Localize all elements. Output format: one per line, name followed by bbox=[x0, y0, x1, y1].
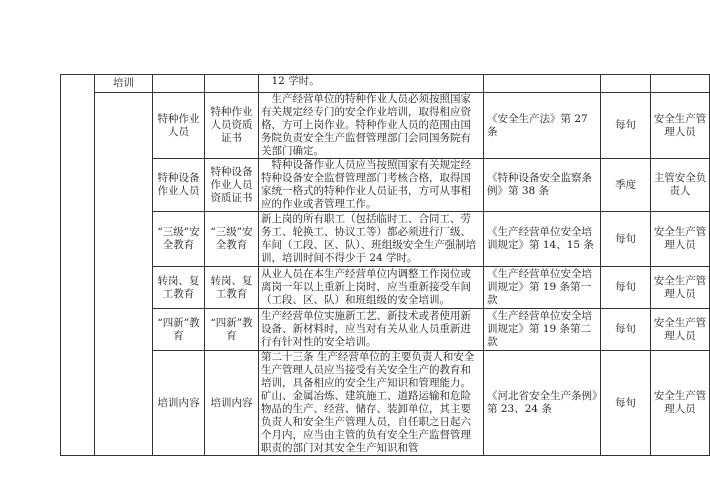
outer-blank-cell bbox=[61, 75, 95, 456]
category-cell: 转岗、复工教育 bbox=[153, 267, 205, 309]
requirement-cell: 12 学时。 bbox=[259, 75, 484, 93]
item-cell: 特种作业人员资质证书 bbox=[205, 93, 259, 159]
table-row bbox=[61, 75, 710, 93]
basis-cell: 《生产经营单位安全培训规定》第 14、15 条 bbox=[484, 212, 601, 267]
table-cell bbox=[153, 75, 205, 93]
item-cell: 特种设备作业人员资质证书 bbox=[205, 159, 259, 212]
table-cell bbox=[484, 75, 601, 93]
category-column-blank bbox=[95, 93, 153, 456]
table-cell bbox=[651, 75, 710, 93]
responsible-cell: 安全生产管理人员 bbox=[651, 93, 710, 159]
table-row bbox=[61, 159, 710, 212]
basis-cell: 《生产经营单位安全培训规定》第 19 条第一款 bbox=[484, 267, 601, 309]
frequency-cell: 每旬 bbox=[601, 93, 651, 159]
table-row bbox=[61, 309, 710, 351]
table-row bbox=[61, 267, 710, 309]
category-cell: 培训内容 bbox=[153, 351, 205, 456]
requirement-cell: 特种设备作业人员应当按照国家有关规定经特种设备安全监督管理部门考核合格，取得国家统一格式的特种作业人员证书，方可从事相应的作业或者管理工作。 bbox=[259, 159, 484, 212]
category-cell: “四新”教育 bbox=[153, 309, 205, 351]
table-row bbox=[61, 212, 710, 267]
frequency-cell: 每旬 bbox=[601, 212, 651, 267]
frequency-cell: 季度 bbox=[601, 159, 651, 212]
responsible-cell: 安全生产管理人员 bbox=[651, 351, 710, 456]
requirement-cell: 从业人员在本生产经营单位内调整工作岗位或离岗一年以上重新上岗时，应当重新接受车间（工段、区、队）和班组级的安全培训。 bbox=[259, 267, 484, 309]
frequency-cell: 每旬 bbox=[601, 309, 651, 351]
category-cell: “三级”安全教育 bbox=[153, 212, 205, 267]
requirement-cell: 第二十三条 生产经营单位的主要负责人和安全生产管理人员应当接受有关安全生产的教育和培训，具备相应的安全生产知识和管理能力。 矿山、金属冶炼、建筑施工、道路运输和危险物品的生产、经营、储存、装卸单位，其主要负责人和安全生产管理人员，自任职之日起六个月内，应当由主管的负有安全生产监督管理职责的部门对其安全生产知识和管 bbox=[259, 351, 484, 456]
item-cell: 转岗、复工教育 bbox=[205, 267, 259, 309]
frequency-cell: 每旬 bbox=[601, 267, 651, 309]
responsible-cell: 安全生产管理人员 bbox=[651, 212, 710, 267]
item-cell: “三级”安全教育 bbox=[205, 212, 259, 267]
item-cell: 培训内容 bbox=[205, 351, 259, 456]
category-cell: 特种设备作业人员 bbox=[153, 159, 205, 212]
category-cell: 特种作业人员 bbox=[153, 93, 205, 159]
basis-cell: 《特种设备安全监察条例》第 38 条 bbox=[484, 159, 601, 212]
requirement-cell: 新上岗的所有职工（包括临时工、合同工、劳务工、轮换工、协议工等）都必须进行厂级、车间（工段、区、队）、班组级安全生产强制培训，培训时间不得少于 24 学时。 bbox=[259, 212, 484, 267]
frequency-cell: 每旬 bbox=[601, 351, 651, 456]
table-row bbox=[61, 351, 710, 456]
requirement-cell: 生产经营单位的特种作业人员必须按照国家有关规定经专门的安全作业培训，取得相应资格，方可上岗作业。特种作业人员的范围由国务院负责安全生产监督管理部门会同国务院有关部门确定。 bbox=[259, 93, 484, 159]
responsible-cell: 安全生产管理人员 bbox=[651, 267, 710, 309]
table-cell bbox=[601, 75, 651, 93]
responsible-cell: 安全生产管理人员 bbox=[651, 309, 710, 351]
basis-cell: 《河北省安全生产条例》第 23、24 条 bbox=[484, 351, 601, 456]
table-cell bbox=[205, 75, 259, 93]
item-cell: “四新”教育 bbox=[205, 309, 259, 351]
responsible-cell: 主管安全负责人 bbox=[651, 159, 710, 212]
requirement-cell: 生产经营单位实施新工艺、新技术或者使用新设备、新材料时，应当对有关从业人员重新进行有针对性的安全培训。 bbox=[259, 309, 484, 351]
regulation-table bbox=[60, 74, 710, 456]
section-label: 培训 bbox=[95, 75, 153, 93]
basis-cell: 《生产经营单位安全培训规定》第 19 条第二款 bbox=[484, 309, 601, 351]
table-row bbox=[61, 93, 710, 159]
basis-cell: 《安全生产法》第 27 条 bbox=[484, 93, 601, 159]
